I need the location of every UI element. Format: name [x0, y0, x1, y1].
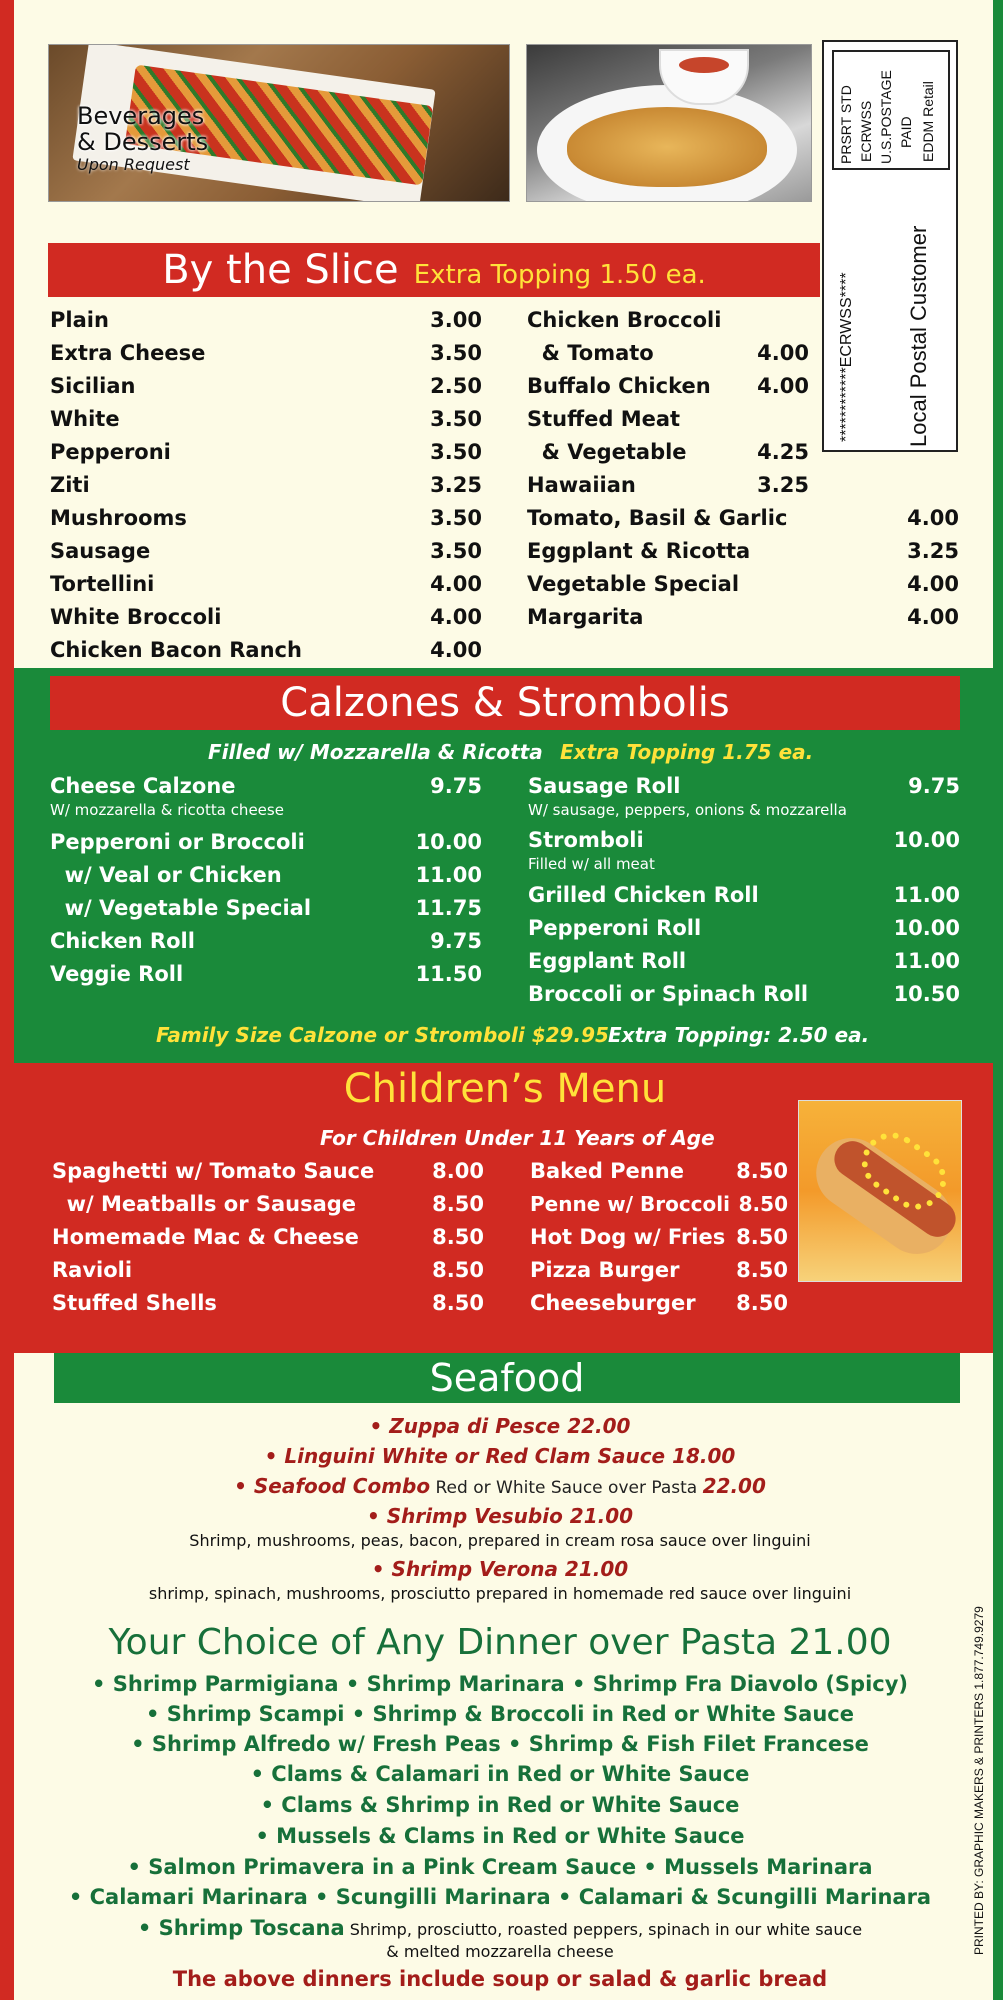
menu-item	[50, 636, 482, 664]
item-price: 8.50	[736, 1159, 788, 1183]
dinner-choice-line: • Mussels & Clams in Red or White Sauce	[255, 1824, 745, 1848]
menu-item	[527, 471, 809, 499]
menu-item	[50, 306, 482, 334]
item-price: 11.00	[893, 883, 960, 907]
item-name: Ziti	[50, 473, 90, 497]
item-name: • Shrimp Toscana	[137, 1916, 345, 1940]
item-price: 10.00	[415, 830, 482, 854]
postage-indicia	[822, 40, 958, 452]
item-price: 3.25	[907, 539, 959, 563]
item-name: Tortellini	[50, 572, 155, 596]
menu-item	[52, 1190, 484, 1218]
family-extra-topping: Extra Topping: 2.50 ea.	[608, 1023, 870, 1047]
right-green-edge	[993, 0, 1003, 2000]
item-name: Sausage	[50, 539, 151, 563]
seafood-item	[40, 1414, 960, 1438]
seafood-item	[40, 1444, 960, 1468]
menu-item	[50, 471, 482, 499]
item-price: 3.50	[430, 341, 482, 365]
item-price: 3.25	[757, 473, 809, 497]
indicia-line: ECRWSS	[858, 100, 874, 162]
item-price: 3.50	[430, 440, 482, 464]
menu-item	[527, 438, 809, 466]
menu-item	[50, 438, 482, 466]
item-name: Sausage Roll	[528, 774, 681, 798]
item-price: 9.75	[908, 774, 960, 798]
item-price: 3.00	[430, 308, 482, 332]
menu-item	[50, 339, 482, 367]
indicia-line: U.S.POSTAGE	[878, 70, 894, 164]
dinner-choice-line: • Salmon Primavera in a Pink Cream Sauce • Mussels Marinara	[127, 1855, 873, 1879]
item-price: 9.75	[430, 774, 482, 798]
menu-item	[527, 306, 809, 334]
dinner-footer-note: The above dinners include soup or salad & garlic bread	[172, 1967, 828, 1991]
item-price: 9.75	[430, 929, 482, 953]
item-price: 8.50	[736, 1225, 788, 1249]
item-name: Ravioli	[52, 1258, 133, 1282]
item-name: w/ Vegetable Special	[50, 896, 312, 920]
item-price: 4.00	[430, 605, 482, 629]
item-name: Cheeseburger	[530, 1291, 696, 1315]
menu-item	[50, 570, 482, 598]
menu-item	[50, 603, 482, 631]
menu-item	[50, 894, 482, 922]
item-name: • Seafood Combo	[234, 1474, 431, 1498]
slice-banner	[48, 243, 820, 297]
menu-item	[530, 1190, 788, 1218]
item-name: Hot Dog w/ Fries	[530, 1225, 726, 1249]
item-description: W/ sausage, peppers, onions & mozzarella	[528, 801, 847, 819]
item-price: 11.50	[415, 962, 482, 986]
menu-item	[527, 405, 809, 433]
item-name: Tomato, Basil & Garlic	[527, 506, 788, 530]
item-price: 10.50	[893, 982, 960, 1006]
item-name: White	[50, 407, 120, 431]
item-price: 4.25	[757, 440, 809, 464]
postage-box	[832, 50, 950, 170]
menu-item	[52, 1223, 484, 1251]
item-name: Mushrooms	[50, 506, 187, 530]
ecrwss-line: ************ECRWSS****	[838, 272, 855, 442]
menu-item	[50, 927, 482, 955]
toscana-line	[40, 1916, 960, 1940]
hotdog-photo	[798, 1100, 962, 1282]
item-name: Cheese Calzone	[50, 774, 236, 798]
item-name: Margarita	[527, 605, 644, 629]
calzone-photo	[526, 44, 812, 202]
menu-item	[527, 339, 809, 367]
calzone-shape	[567, 107, 767, 187]
item-name: • Zuppa di Pesce 22.00	[369, 1414, 631, 1438]
dinner-choice-line: • Calamari Marinara • Scungilli Marinara • Calamari & Scungilli Marinara	[68, 1885, 932, 1909]
item-price: 3.50	[430, 407, 482, 431]
item-price: 8.50	[432, 1192, 484, 1216]
item-name: Plain	[50, 308, 109, 332]
item-price: 3.50	[430, 506, 482, 530]
item-price: 8.50	[432, 1291, 484, 1315]
beverages-caption	[77, 103, 208, 174]
seafood-item	[40, 1504, 960, 1528]
caption-line-1: Beverages	[77, 102, 205, 130]
item-name: w/ Meatballs or Sausage	[52, 1192, 357, 1216]
toscana-description-2: & melted mozzarella cheese	[386, 1942, 614, 1961]
postal-customer: Local Postal Customer	[906, 225, 931, 447]
item-name: Vegetable Special	[527, 572, 740, 596]
menu-item	[50, 504, 482, 532]
item-name: Penne w/ Broccoli	[530, 1192, 730, 1216]
item-name: Chicken Bacon Ranch	[50, 638, 302, 662]
item-name: Veggie Roll	[50, 962, 184, 986]
item-price: 4.00	[757, 374, 809, 398]
item-name: Chicken Roll	[50, 929, 195, 953]
seafood-banner	[54, 1353, 960, 1403]
item-name: Buffalo Chicken	[527, 374, 711, 398]
menu-item	[528, 947, 960, 975]
item-name: Spaghetti w/ Tomato Sauce	[52, 1159, 375, 1183]
menu-item	[50, 828, 482, 856]
item-price: 8.50	[432, 1258, 484, 1282]
pizza-photo	[48, 44, 510, 202]
item-price: 2.50	[430, 374, 482, 398]
menu-item	[527, 570, 959, 598]
menu-item	[50, 861, 482, 889]
item-name: Broccoli or Spinach Roll	[528, 982, 809, 1006]
item-price: 8.50	[432, 1225, 484, 1249]
item-name: • Linguini White or Red Clam Sauce 18.00	[264, 1444, 736, 1468]
menu-item	[530, 1223, 788, 1251]
menu-item	[50, 772, 482, 800]
item-name: & Tomato	[527, 341, 654, 365]
seafood-item-verona: • Shrimp Verona 21.00	[371, 1557, 629, 1581]
item-name: w/ Veal or Chicken	[50, 863, 282, 887]
item-name: Stuffed Shells	[52, 1291, 217, 1315]
item-name: • Shrimp Vesubio 21.00	[366, 1504, 634, 1528]
item-name: Eggplant Roll	[528, 949, 687, 973]
item-price: 8.50	[738, 1192, 788, 1216]
item-price: 10.00	[893, 916, 960, 940]
item-name: Chicken Broccoli	[527, 308, 722, 332]
menu-item	[530, 1157, 788, 1185]
indicia-line: PRSRT STD	[838, 85, 854, 164]
item-price: 4.00	[907, 506, 959, 530]
menu-item	[530, 1256, 788, 1284]
menu-item	[50, 372, 482, 400]
slice-extra-topping: Extra Topping 1.50 ea.	[413, 260, 706, 290]
item-name: Pepperoni Roll	[528, 916, 702, 940]
item-description: Red or White Sauce over Pasta	[430, 1478, 703, 1498]
menu-item	[528, 772, 960, 800]
item-price: 10.00	[893, 828, 960, 852]
item-description: Filled w/ all meat	[528, 855, 655, 873]
menu-item	[527, 504, 959, 532]
menu-item	[527, 372, 809, 400]
item-name: Baked Penne	[530, 1159, 684, 1183]
menu-item	[528, 914, 960, 942]
item-price: 11.00	[893, 949, 960, 973]
item-price: 8.50	[736, 1258, 788, 1282]
item-name: Pepperoni	[50, 440, 171, 464]
calzones-extra-topping: Extra Topping 1.75 ea.	[560, 740, 814, 764]
printer-credit: PRINTED BY: GRAPHIC MAKERS & PRINTERS 1.877.749.9279	[972, 1606, 986, 1955]
item-name: Sicilian	[50, 374, 136, 398]
calzones-banner	[50, 676, 960, 730]
menu-item	[52, 1256, 484, 1284]
item-price: 8.00	[432, 1159, 484, 1183]
item-name: Grilled Chicken Roll	[528, 883, 759, 907]
caption-line-2: & Desserts	[77, 128, 209, 156]
indicia-line: PAID	[898, 116, 914, 148]
menu-item	[530, 1289, 788, 1317]
family-size-note: Family Size Calzone or Stromboli $29.95	[156, 1023, 609, 1047]
item-price: 4.00	[430, 572, 482, 596]
item-name: Homemade Mac & Cheese	[52, 1225, 359, 1249]
menu-item	[528, 980, 960, 1008]
item-price: 8.50	[736, 1291, 788, 1315]
childrens-title: Children’s Menu	[343, 1066, 667, 1112]
item-name: Hawaiian	[527, 473, 636, 497]
dinner-choice-line: • Shrimp Parmigiana • Shrimp Marinara • Shrimp Fra Diavolo (Spicy)	[92, 1672, 908, 1696]
item-price: 4.00	[757, 341, 809, 365]
menu-item	[50, 405, 482, 433]
seafood-title: Seafood	[429, 1356, 585, 1400]
item-price: 22.00	[702, 1474, 766, 1498]
slice-title: By the Slice	[162, 247, 399, 293]
item-price: 4.00	[430, 638, 482, 662]
item-description: W/ mozzarella & ricotta cheese	[50, 801, 284, 819]
dinner-choice-title: Your Choice of Any Dinner over Pasta 21.00	[108, 1622, 892, 1663]
item-name: Extra Cheese	[50, 341, 206, 365]
item-price: 4.00	[907, 605, 959, 629]
item-name: & Vegetable	[527, 440, 687, 464]
menu-item	[50, 960, 482, 988]
item-price: 11.00	[415, 863, 482, 887]
item-name: White Broccoli	[50, 605, 222, 629]
seafood-item	[40, 1474, 960, 1498]
item-price: 3.50	[430, 539, 482, 563]
item-name: Stromboli	[528, 828, 644, 852]
childrens-age-note: For Children Under 11 Years of Age	[320, 1126, 715, 1150]
caption-line-3: Upon Request	[77, 155, 190, 174]
calzones-title: Calzones & Strombolis	[280, 680, 730, 726]
dinner-choice-line: • Shrimp Alfredo w/ Fresh Peas • Shrimp & Fish Filet Francese	[131, 1732, 869, 1756]
item-price: 4.00	[907, 572, 959, 596]
left-red-edge	[0, 0, 14, 2000]
menu-item	[527, 537, 959, 565]
item-name: Pizza Burger	[530, 1258, 680, 1282]
menu-item	[52, 1289, 484, 1317]
menu-item	[528, 881, 960, 909]
dinner-choice-line: • Clams & Shrimp in Red or White Sauce	[260, 1793, 740, 1817]
menu-item	[52, 1157, 484, 1185]
menu-item	[527, 603, 959, 631]
menu-item	[528, 826, 960, 854]
menu-item	[50, 537, 482, 565]
item-name: Stuffed Meat	[527, 407, 681, 431]
verona-description: shrimp, spinach, mushrooms, prosciutto prepared in homemade red sauce over linguini	[148, 1584, 852, 1603]
item-price: 11.75	[415, 896, 482, 920]
indicia-line: EDDM Retail	[920, 81, 936, 162]
dinner-choice-line: • Shrimp Scampi • Shrimp & Broccoli in Red or White Sauce	[146, 1702, 854, 1726]
item-description: Shrimp, prosciutto, roasted peppers, spinach in our white sauce	[344, 1920, 863, 1939]
item-name: Pepperoni or Broccoli	[50, 830, 305, 854]
dinner-choice-line: • Clams & Calamari in Red or White Sauce	[250, 1762, 750, 1786]
calzones-filled-note: Filled w/ Mozzarella & Ricotta	[208, 740, 543, 764]
item-price: 3.25	[430, 473, 482, 497]
vesubio-description: Shrimp, mushrooms, peas, bacon, prepared in cream rosa sauce over linguini	[189, 1531, 811, 1550]
item-name: Eggplant & Ricotta	[527, 539, 751, 563]
